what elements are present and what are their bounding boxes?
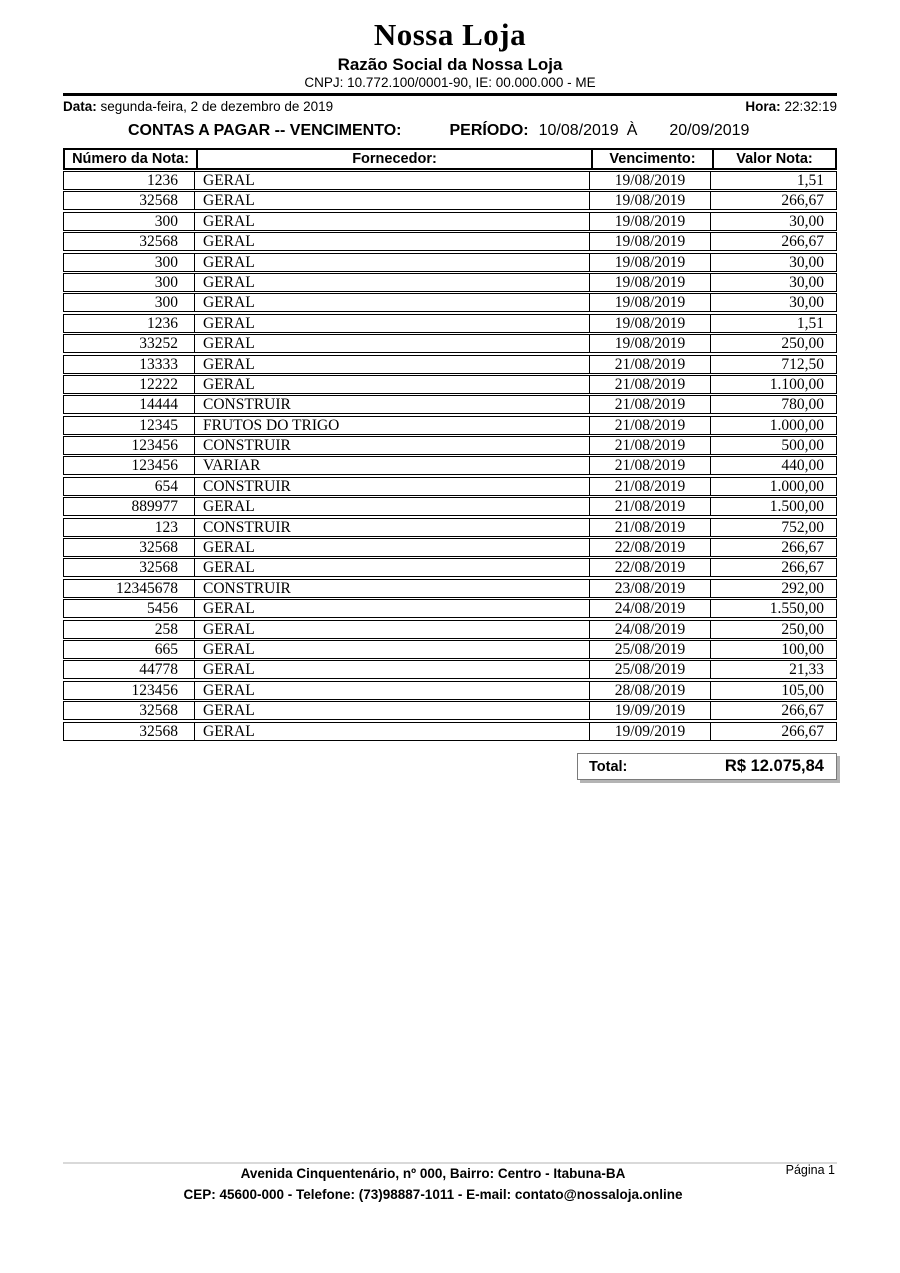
table-row — [63, 620, 837, 639]
cell-numero: 889977 — [131, 498, 178, 516]
cell-numero: 5456 — [147, 600, 178, 618]
cell-fornecedor: GERAL — [194, 294, 589, 311]
cell-fornecedor: CONSTRUIR — [194, 396, 589, 413]
cell-vencimento: 24/08/2019 — [589, 621, 710, 638]
cell-fornecedor: GERAL — [194, 233, 589, 250]
cell-numero: 32568 — [139, 192, 178, 210]
cell-vencimento: 19/08/2019 — [589, 335, 710, 352]
cell-numero: 300 — [154, 294, 178, 312]
cell-numero: 32568 — [139, 559, 178, 577]
cell-valor: 292,00 — [710, 580, 836, 597]
table-row — [63, 599, 837, 618]
cell-numero: 44778 — [139, 661, 178, 679]
table-row — [63, 314, 837, 333]
footer-contact: CEP: 45600-000 - Telefone: (73)98887-1011 - E-mail: contato@nossaloja.online — [183, 1187, 683, 1202]
period-end-date: 20/09/2019 — [669, 122, 750, 139]
cell-fornecedor: GERAL — [194, 315, 589, 332]
period-separator: À — [626, 122, 638, 139]
cell-numero: 123456 — [131, 437, 178, 455]
cell-vencimento: 19/08/2019 — [589, 213, 710, 230]
cell-numero: 14444 — [139, 396, 178, 414]
cell-fornecedor: GERAL — [194, 682, 589, 699]
period-start-date: 10/08/2019 — [538, 122, 619, 139]
cell-vencimento: 19/08/2019 — [589, 315, 710, 332]
cell-valor: 105,00 — [710, 682, 836, 699]
cell-vencimento: 21/08/2019 — [589, 356, 710, 373]
cell-valor: 440,00 — [710, 457, 836, 474]
time-label: Hora: — [745, 99, 781, 114]
cell-vencimento: 19/08/2019 — [589, 172, 710, 189]
cell-vencimento: 23/08/2019 — [589, 580, 710, 597]
cell-numero: 32568 — [139, 539, 178, 557]
cell-numero: 665 — [154, 640, 178, 658]
cell-valor: 30,00 — [710, 274, 836, 291]
cell-numero: 32568 — [139, 233, 178, 251]
column-header-numero: Número da Nota: — [72, 151, 189, 167]
cell-valor: 1,51 — [710, 172, 836, 189]
cell-vencimento: 21/08/2019 — [589, 457, 710, 474]
cell-fornecedor: GERAL — [194, 600, 589, 617]
total-label: Total: — [589, 758, 628, 775]
column-header-vencimento: Vencimento: — [591, 150, 712, 168]
cell-valor: 250,00 — [710, 335, 836, 352]
cell-fornecedor: GERAL — [194, 192, 589, 209]
cell-vencimento: 19/09/2019 — [589, 723, 710, 740]
cell-vencimento: 21/08/2019 — [589, 437, 710, 454]
cell-fornecedor: GERAL — [194, 702, 589, 719]
cell-fornecedor: GERAL — [194, 274, 589, 291]
cell-fornecedor: GERAL — [194, 254, 589, 271]
cell-valor: 266,67 — [710, 233, 836, 250]
cell-numero: 12345678 — [116, 579, 178, 597]
cell-numero: 300 — [154, 253, 178, 271]
cell-valor: 1.000,00 — [710, 417, 836, 434]
cell-valor: 30,00 — [710, 294, 836, 311]
cell-valor: 752,00 — [710, 519, 836, 536]
cell-valor: 780,00 — [710, 396, 836, 413]
cell-vencimento: 21/08/2019 — [589, 519, 710, 536]
cell-fornecedor: CONSTRUIR — [194, 519, 589, 536]
report-page — [63, 0, 837, 1273]
cell-fornecedor: GERAL — [194, 641, 589, 658]
cell-vencimento: 19/08/2019 — [589, 233, 710, 250]
cell-fornecedor: GERAL — [194, 539, 589, 556]
cell-valor: 500,00 — [710, 437, 836, 454]
cell-numero: 1236 — [147, 314, 178, 332]
report-time — [745, 99, 837, 114]
cell-fornecedor: CONSTRUIR — [194, 580, 589, 597]
cell-vencimento: 28/08/2019 — [589, 682, 710, 699]
cell-numero: 300 — [154, 273, 178, 291]
cell-numero: 33252 — [139, 335, 178, 353]
footer-divider — [63, 1162, 837, 1164]
table-row — [63, 232, 837, 251]
cell-valor: 1.500,00 — [710, 498, 836, 515]
razao-social: Razão Social da Nossa Loja — [337, 55, 563, 74]
cell-valor: 100,00 — [710, 641, 836, 658]
table-row — [63, 497, 837, 516]
cell-valor: 1,51 — [710, 315, 836, 332]
cell-numero: 1236 — [147, 172, 178, 189]
table-row — [63, 334, 837, 353]
cell-vencimento: 19/08/2019 — [589, 274, 710, 291]
cell-vencimento: 24/08/2019 — [589, 600, 710, 617]
table-row — [63, 538, 837, 557]
cell-fornecedor: GERAL — [194, 335, 589, 352]
table-row — [63, 395, 837, 414]
cell-fornecedor: VARIAR — [194, 457, 589, 474]
cell-vencimento: 19/08/2019 — [589, 294, 710, 311]
cell-numero: 123456 — [131, 681, 178, 699]
table-row — [63, 293, 837, 312]
cell-vencimento: 19/09/2019 — [589, 702, 710, 719]
table-row — [63, 722, 837, 741]
cell-fornecedor: GERAL — [194, 498, 589, 515]
cell-valor: 266,67 — [710, 192, 836, 209]
cell-valor: 1.100,00 — [710, 376, 836, 393]
cell-numero: 32568 — [139, 702, 178, 720]
page-number: Página 1 — [785, 1163, 835, 1177]
cell-numero: 12222 — [139, 375, 178, 393]
store-name: Nossa Loja — [373, 17, 527, 52]
cell-fornecedor: FRUTOS DO TRIGO — [194, 417, 589, 434]
table-row — [63, 558, 837, 577]
cell-numero: 654 — [154, 477, 178, 495]
cell-valor: 250,00 — [710, 621, 836, 638]
cell-valor: 1.000,00 — [710, 478, 836, 495]
table-row — [63, 273, 837, 292]
table-row — [63, 375, 837, 394]
cell-vencimento: 21/08/2019 — [589, 396, 710, 413]
date-value: segunda-feira, 2 de dezembro de 2019 — [100, 99, 334, 114]
cell-numero: 32568 — [139, 722, 178, 740]
table-row — [63, 640, 837, 659]
table-row — [63, 416, 837, 435]
cell-fornecedor: GERAL — [194, 213, 589, 230]
cell-fornecedor: GERAL — [194, 723, 589, 740]
cell-fornecedor: GERAL — [194, 356, 589, 373]
cell-numero: 12345 — [139, 416, 178, 434]
table-header — [63, 148, 837, 170]
cell-fornecedor: GERAL — [194, 621, 589, 638]
column-header-valor: Valor Nota: — [712, 150, 835, 168]
cell-vencimento: 21/08/2019 — [589, 376, 710, 393]
cell-fornecedor: CONSTRUIR — [194, 437, 589, 454]
time-value: 22:32:19 — [784, 99, 837, 114]
period-label: PERÍODO: — [449, 122, 529, 139]
cell-valor: 21,33 — [710, 661, 836, 678]
cell-fornecedor: GERAL — [194, 172, 589, 189]
table-row — [63, 253, 837, 272]
date-label: Data: — [63, 99, 97, 114]
cell-fornecedor: GERAL — [194, 661, 589, 678]
table-row — [63, 518, 837, 537]
cnpj-line: CNPJ: 10.772.100/0001-90, IE: 00.000.000 - ME — [304, 75, 596, 90]
cell-valor: 1.550,00 — [710, 600, 836, 617]
report-title-row — [63, 122, 837, 140]
cell-valor: 266,67 — [710, 723, 836, 740]
cell-numero: 258 — [154, 620, 178, 638]
cell-fornecedor: GERAL — [194, 376, 589, 393]
table-row — [63, 212, 837, 231]
cell-valor: 712,50 — [710, 356, 836, 373]
table-row — [63, 477, 837, 496]
cell-fornecedor: CONSTRUIR — [194, 478, 589, 495]
cell-vencimento: 19/08/2019 — [589, 192, 710, 209]
cell-vencimento: 21/08/2019 — [589, 498, 710, 515]
cell-vencimento: 19/08/2019 — [589, 254, 710, 271]
total-value: R$ 12.075,84 — [724, 757, 824, 775]
cell-vencimento: 21/08/2019 — [589, 417, 710, 434]
cell-valor: 266,67 — [710, 559, 836, 576]
table-row — [63, 579, 837, 598]
cell-valor: 266,67 — [710, 539, 836, 556]
cell-vencimento: 25/08/2019 — [589, 641, 710, 658]
header-divider — [63, 93, 837, 96]
cell-valor: 30,00 — [710, 254, 836, 271]
footer-address: Avenida Cinquentenário, nº 000, Bairro: Centro - Itabuna-BA — [240, 1166, 626, 1181]
cell-fornecedor: GERAL — [194, 559, 589, 576]
table-row — [63, 171, 837, 190]
cell-numero: 13333 — [139, 355, 178, 373]
table-row — [63, 436, 837, 455]
table-row — [63, 660, 837, 679]
cell-vencimento: 21/08/2019 — [589, 478, 710, 495]
cell-vencimento: 22/08/2019 — [589, 559, 710, 576]
cell-numero: 123456 — [131, 457, 178, 475]
table-row — [63, 191, 837, 210]
cell-valor: 30,00 — [710, 213, 836, 230]
cell-valor: 266,67 — [710, 702, 836, 719]
table-row — [63, 355, 837, 374]
column-header-fornecedor: Fornecedor: — [196, 150, 591, 168]
table-rows — [63, 171, 837, 741]
table-row — [63, 456, 837, 475]
cell-vencimento: 25/08/2019 — [589, 661, 710, 678]
cell-numero: 123 — [154, 518, 178, 536]
table-row — [63, 701, 837, 720]
report-title: CONTAS A PAGAR -- VENCIMENTO: — [128, 122, 402, 139]
info-bar — [63, 99, 837, 114]
cell-vencimento: 22/08/2019 — [589, 539, 710, 556]
total-box — [577, 753, 837, 780]
report-date — [63, 99, 333, 114]
table-row — [63, 681, 837, 700]
cell-numero: 300 — [154, 212, 178, 230]
